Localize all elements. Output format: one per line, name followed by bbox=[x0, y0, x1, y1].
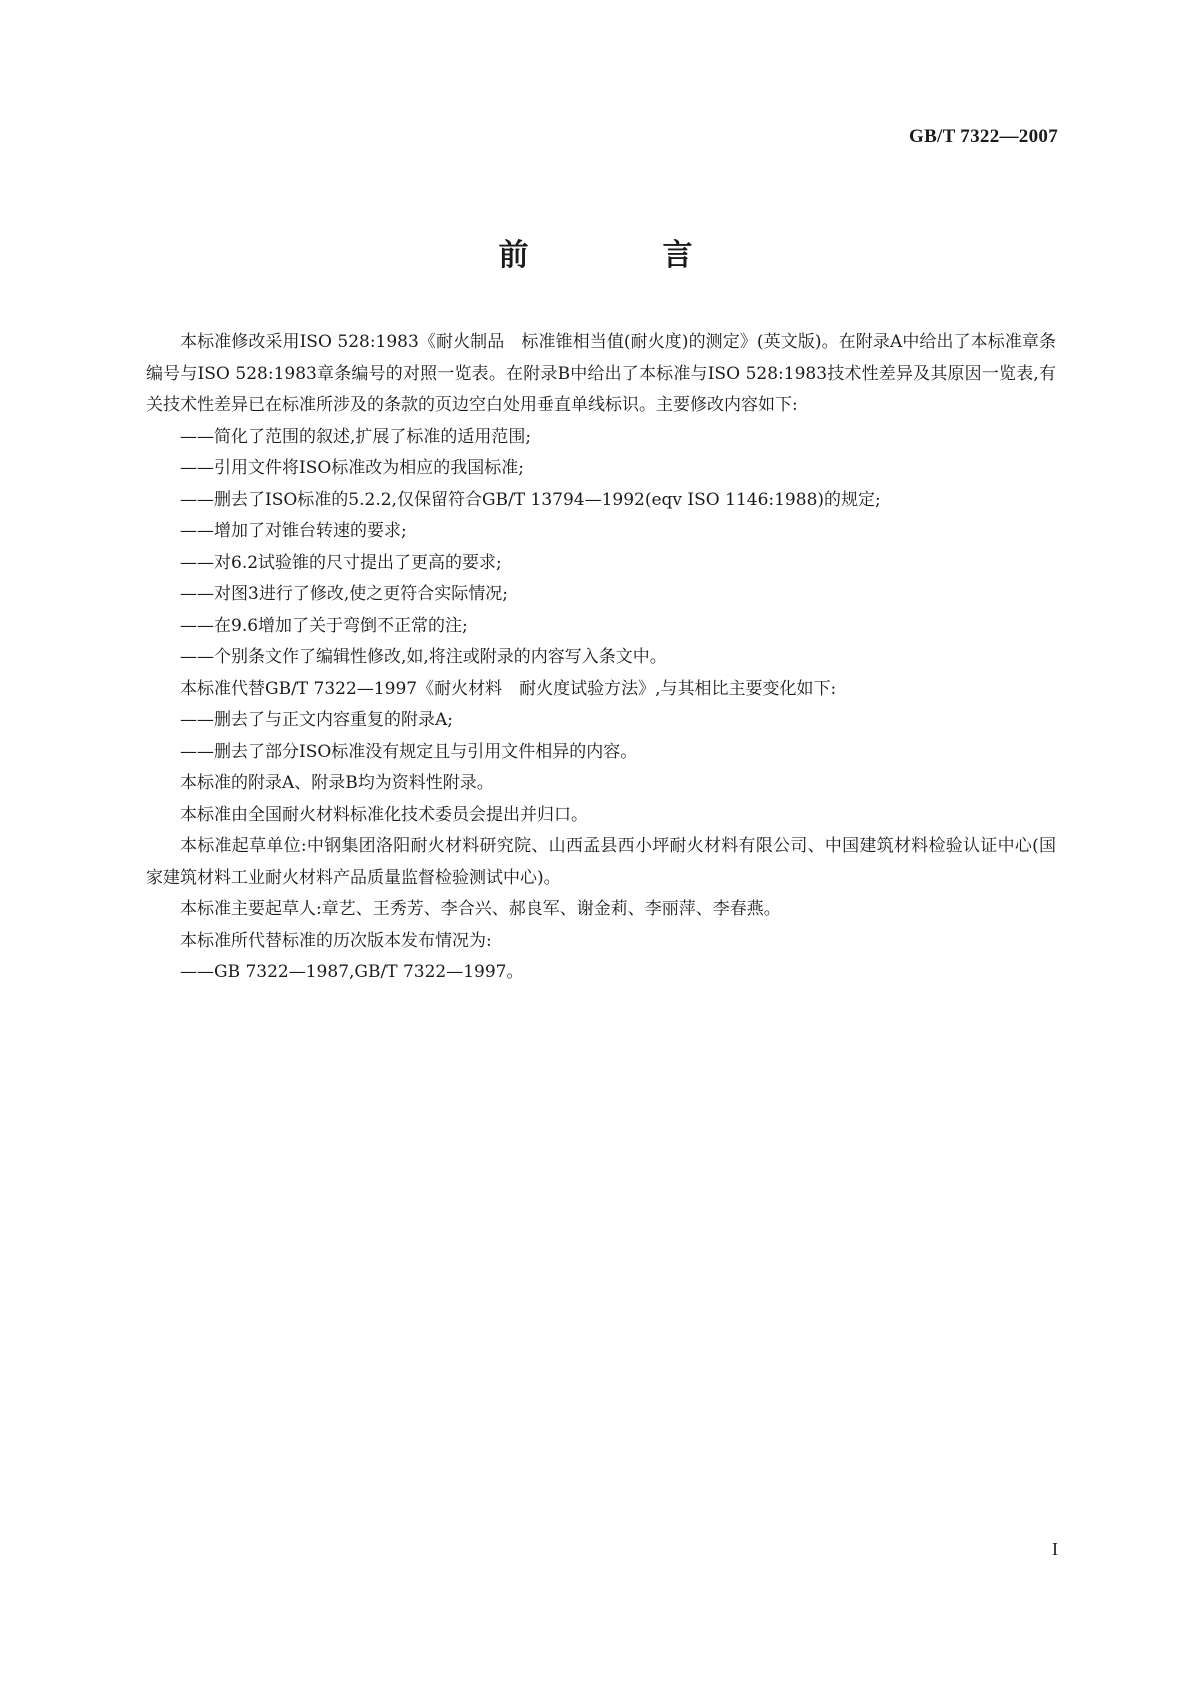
history-intro: 本标准所代替标准的历次版本发布情况为: bbox=[180, 930, 492, 951]
change-item: ——删去了ISO标准的5.2.2,仅保留符合GB/T 13794—1992(eqv ISO 1146:1988)的规定; bbox=[180, 489, 881, 510]
change-item: ——删去了与正文内容重复的附录A; bbox=[180, 710, 454, 730]
intro-paragraph: 本标准修改采用ISO 528:1983《耐火制品 标准锥相当值(耐火度)的测定》(英文版)。在附录A中给出了本标准章条编号与ISO 528:1983章条编号的对照一览表。在附录B中给出了本标准与ISO 528:1983技术性差异及其原因一览表,有关技术性差异已在标准所涉及的条款的页边空白处用垂直单线标识。主要修改内容如下: bbox=[146, 332, 1056, 415]
replacement-paragraph: 本标准代替GB/T 7322—1997《耐火材料 耐火度试验方法》,与其相比主要变化如下: bbox=[180, 678, 837, 699]
standard-number: GB/T 7322—2007 bbox=[908, 126, 1058, 147]
page-number: I bbox=[1052, 1539, 1058, 1559]
drafting-units: 本标准起草单位:中钢集团洛阳耐火材料研究院、山西孟县西小坪耐火材料有限公司、中国建筑材料检验认证中心(国家建筑材料工业耐火材料产品质量监督检验测试中心)。 bbox=[146, 836, 1056, 888]
history-item: ——GB 7322—1987,GB/T 7322—1997。 bbox=[180, 962, 524, 982]
foreword-body bbox=[146, 327, 1056, 989]
page-title: 前 言 bbox=[498, 238, 745, 273]
change-item: ——删去了部分ISO标准没有规定且与引用文件相异的内容。 bbox=[180, 741, 638, 762]
change-item: ——引用文件将ISO标准改为相应的我国标准; bbox=[180, 458, 525, 478]
committee-note: 本标准由全国耐火材料标准化技术委员会提出并归口。 bbox=[180, 804, 588, 825]
drafters: 本标准主要起草人:章艺、王秀芳、李合兴、郝良军、谢金莉、李丽萍、李春燕。 bbox=[180, 899, 781, 919]
change-item: ——在9.6增加了关于弯倒不正常的注; bbox=[180, 615, 468, 636]
change-item: ——简化了范围的叙述,扩展了标准的适用范围; bbox=[180, 426, 532, 447]
change-item: ——个别条文作了编辑性修改,如,将注或附录的内容写入条文中。 bbox=[180, 647, 667, 667]
change-item: ——对6.2试验锥的尺寸提出了更高的要求; bbox=[180, 552, 502, 573]
change-item: ——增加了对锥台转速的要求; bbox=[180, 521, 407, 541]
change-item: ——对图3进行了修改,使之更符合实际情况; bbox=[180, 584, 508, 604]
appendix-note: 本标准的附录A、附录B均为资料性附录。 bbox=[180, 773, 494, 793]
